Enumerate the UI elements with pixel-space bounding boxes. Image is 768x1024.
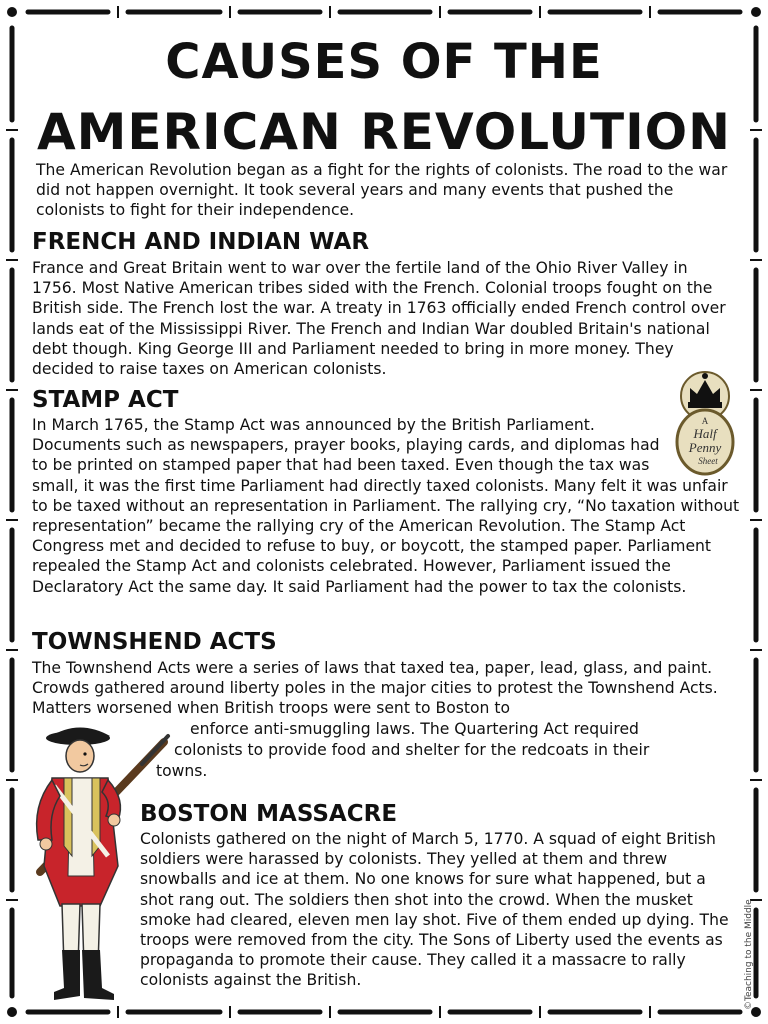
redcoat-soldier-illustration bbox=[22, 716, 172, 1012]
section-heading-townshend-acts: TOWNSHEND ACTS bbox=[32, 629, 277, 655]
section-text-french-indian-war: France and Great Britain went to war over the fertile land of the Ohio River Valley in 1756. Most Native American tribes sided with the French. Colonial troops fought on the British side. The French lost the war. A treaty in 1763 officially ended French control over lands eat of the Mississippi River. The French and Indian War doubled Britain's national debt though. King George III and Parliament needed to bring in more money. They decided to raise taxes on American colonists. bbox=[32, 259, 726, 379]
copyright-credit: ©Teaching to the Middle bbox=[744, 899, 754, 1010]
section-text-townshend-3: colonists to provide food and shelter for the redcoats in their bbox=[174, 741, 650, 759]
section-stamp-act-wrap bbox=[32, 415, 744, 597]
half-penny-stamp-image bbox=[668, 366, 742, 476]
page-title-line2: AMERICAN REVOLUTION bbox=[36, 103, 732, 161]
section-text-townshend-2: enforce anti-smuggling laws. The Quartering Act required bbox=[190, 720, 639, 738]
section-heading-stamp-act: STAMP ACT bbox=[32, 387, 179, 413]
section-heading-french-indian-war: FRENCH AND INDIAN WAR bbox=[32, 229, 370, 255]
stamp-text-half: Half bbox=[693, 426, 717, 441]
section-text-townshend-4: towns. bbox=[156, 762, 208, 780]
section-heading-boston-massacre: BOSTON MASSACRE bbox=[140, 801, 398, 827]
stamp-text-penny: Penny bbox=[688, 440, 722, 455]
section-text-stamp-act: In March 1765, the Stamp Act was announced by the British Parliament. Documents such as newspapers, prayer books, playing cards, and diplomas had to be printed on stamped paper that had been taxed. Even though the tax was small, it was the first time Parliament had directly taxed colonists. Many felt it was unfair to be taxed without an representation in Parliament. The rallying cry, “No taxation without representation” became the rallying cry of the American Revolution. The Stamp Act Congress met and decided to refuse to buy, or boycott, the stamped paper. Parliament repealed the Stamp Act and colonists celebrated. However, Parliament issued the Declaratory Act the same day. It said Parliament had the power to tax the colonists. bbox=[32, 416, 740, 596]
stamp-text-a: A bbox=[701, 416, 709, 426]
section-text-townshend-1: The Townshend Acts were a series of laws that taxed tea, paper, lead, glass, and paint. Crowds gathered around liberty poles in the major cities to protest the Townshend Acts. Matters worsened when British troops were sent to Boston to bbox=[32, 659, 718, 718]
intro-paragraph: The American Revolution began as a fight for the rights of colonists. The road to the war did not happen overnight. It took several years and many events that pushed the colonists to fight for their independence. bbox=[36, 161, 728, 219]
page-title-line1: CAUSES OF THE bbox=[165, 34, 603, 90]
stamp-text-sheet: Sheet bbox=[698, 456, 718, 466]
section-text-boston-massacre: Colonists gathered on the night of March 5, 1770. A squad of eight British soldiers were harassed by colonists. They yelled at them and threw snowballs and ice at them. No one knows for sure what happened, but a shot rang out. The soldiers then shot into the crowd. When the musket smoke had cleared, eleven men lay shot. Five of them ended up dying. The troops were removed from the city. The Sons of Liberty used the events as propaganda to promote their cause. They called it a massacre to rally colonists against the British. bbox=[140, 830, 729, 990]
